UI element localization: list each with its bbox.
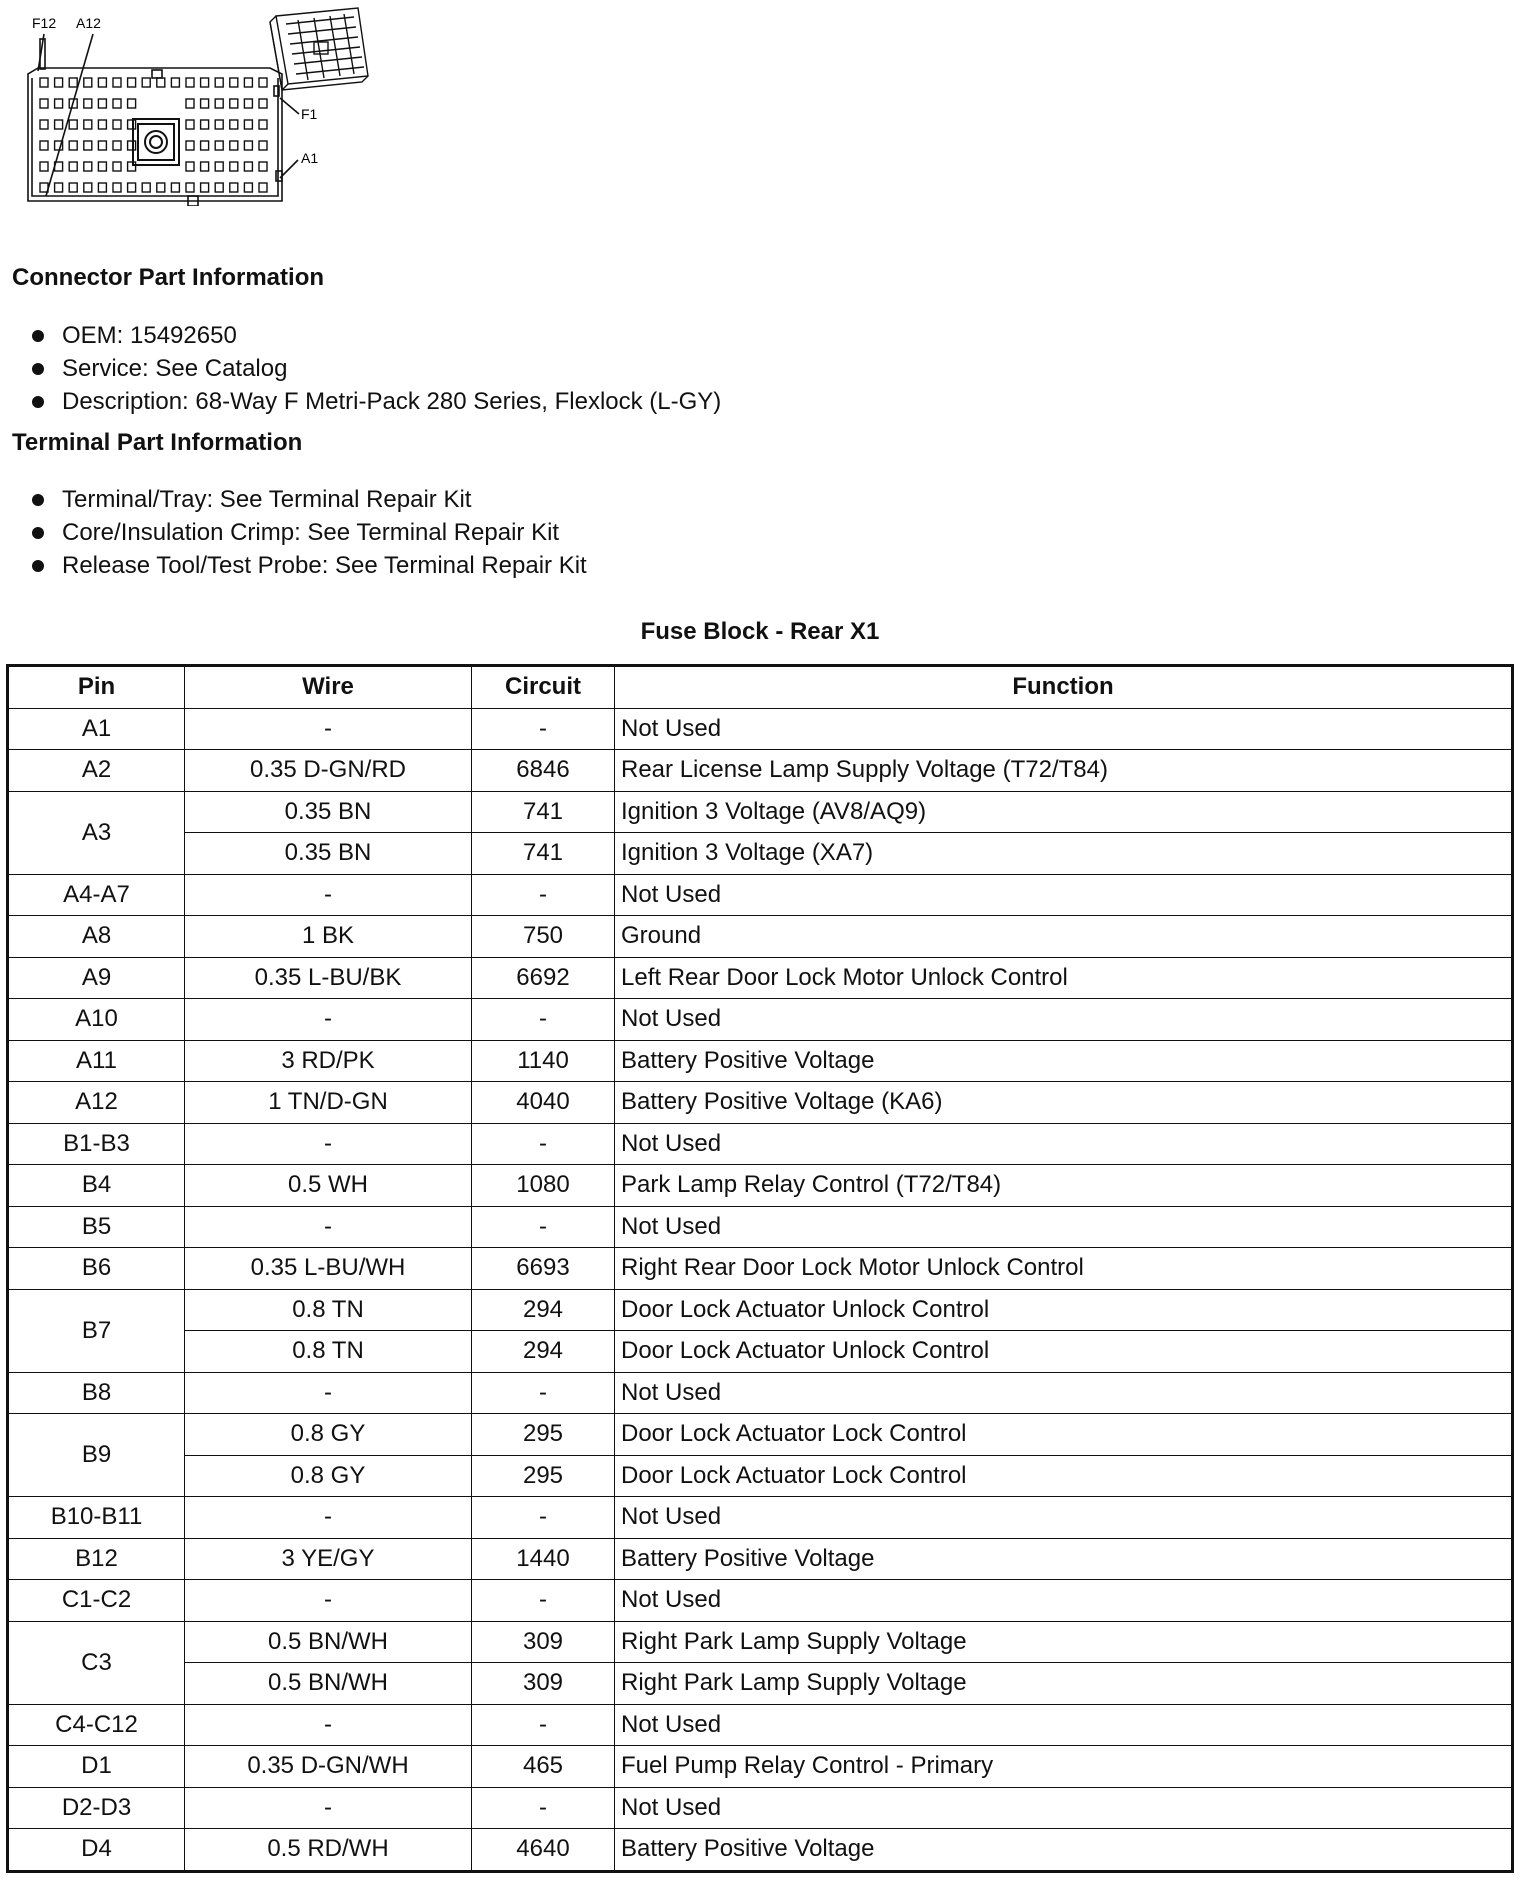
cell-wire: 0.35 D-GN/WH [185, 1746, 472, 1788]
terminal-part-info-heading: Terminal Part Information [12, 429, 303, 456]
cell-wire: - [185, 1497, 472, 1539]
cell-circuit: 741 [472, 791, 615, 833]
pin-cavity [201, 78, 209, 87]
header-circuit: Circuit [472, 666, 615, 709]
cell-function: Left Rear Door Lock Motor Unlock Control [615, 957, 1513, 999]
table-row [8, 708, 1513, 750]
cell-wire: 0.35 L-BU/BK [185, 957, 472, 999]
cell-function: Right Park Lamp Supply Voltage [615, 1621, 1513, 1663]
cell-pin: A9 [8, 957, 185, 999]
list-item: Description: 68-Way F Metri-Pack 280 Series, Flexlock (L-GY) [28, 385, 721, 418]
cell-pin: A8 [8, 916, 185, 958]
cell-wire: 0.35 L-BU/WH [185, 1248, 472, 1290]
bullet-icon [32, 330, 44, 342]
pin-cavity [201, 183, 209, 192]
cell-wire: - [185, 708, 472, 750]
pin-cavity [259, 120, 267, 129]
pin-cavity [230, 141, 238, 150]
pin-cavity [201, 162, 209, 171]
table-row [8, 1746, 1513, 1788]
cell-function: Not Used [615, 1497, 1513, 1539]
cell-circuit: 6846 [472, 750, 615, 792]
bullet-icon [32, 396, 44, 408]
cell-function: Right Park Lamp Supply Voltage [615, 1663, 1513, 1705]
cell-function: Battery Positive Voltage [615, 1040, 1513, 1082]
cell-wire: 0.8 GY [185, 1414, 472, 1456]
pin-cavity [201, 141, 209, 150]
cell-pin: B9 [8, 1414, 185, 1497]
cell-pin: A11 [8, 1040, 185, 1082]
table-row [8, 1829, 1513, 1872]
pin-cavity [40, 141, 48, 150]
cell-circuit: 4040 [472, 1082, 615, 1124]
pin-cavity [230, 99, 238, 108]
cell-function: Fuel Pump Relay Control - Primary [615, 1746, 1513, 1788]
pin-cavity [98, 141, 106, 150]
cell-wire: 3 YE/GY [185, 1538, 472, 1580]
pin-cavity [201, 99, 209, 108]
pin-cavity [259, 183, 267, 192]
table-row [8, 1289, 1513, 1331]
pin-cavity [186, 162, 194, 171]
pin-cavity [244, 183, 252, 192]
table-row [8, 1248, 1513, 1290]
table-row [8, 1414, 1513, 1456]
pinout-table [6, 664, 1514, 1873]
header-pin: Pin [8, 666, 185, 709]
cell-circuit: 6692 [472, 957, 615, 999]
cell-pin: B1-B3 [8, 1123, 185, 1165]
pin-cavity [186, 78, 194, 87]
cell-function: Ground [615, 916, 1513, 958]
table-row [8, 1372, 1513, 1414]
cell-circuit: 750 [472, 916, 615, 958]
cell-pin: D1 [8, 1746, 185, 1788]
cell-circuit: - [472, 708, 615, 750]
cell-circuit: - [472, 1372, 615, 1414]
table-row [8, 874, 1513, 916]
cell-pin: A2 [8, 750, 185, 792]
cell-function: Not Used [615, 1123, 1513, 1165]
cell-circuit: 294 [472, 1331, 615, 1373]
cell-function: Not Used [615, 708, 1513, 750]
cell-wire: - [185, 999, 472, 1041]
header-wire: Wire [185, 666, 472, 709]
cell-circuit: 1080 [472, 1165, 615, 1207]
pin-cavity [259, 162, 267, 171]
cell-wire: 3 RD/PK [185, 1040, 472, 1082]
pin-cavity [98, 99, 106, 108]
cell-function: Ignition 3 Voltage (XA7) [615, 833, 1513, 875]
cell-circuit: 6693 [472, 1248, 615, 1290]
table-row [8, 1663, 1513, 1705]
cell-circuit: - [472, 874, 615, 916]
cell-function: Park Lamp Relay Control (T72/T84) [615, 1165, 1513, 1207]
pin-cavity [84, 78, 92, 87]
pin-cavity [215, 99, 223, 108]
table-row [8, 791, 1513, 833]
cell-wire: - [185, 1580, 472, 1622]
pin-cavity [98, 183, 106, 192]
connector-pin-grid [40, 78, 267, 192]
cell-circuit: 465 [472, 1746, 615, 1788]
pin-cavity [171, 183, 179, 192]
pin-cavity [215, 120, 223, 129]
pin-cavity [55, 99, 63, 108]
table-row [8, 1123, 1513, 1165]
label-f12: F12 [32, 15, 57, 31]
connector-3d-thumbnail [270, 8, 368, 90]
pin-cavity [98, 78, 106, 87]
table-row [8, 1206, 1513, 1248]
table-row [8, 1787, 1513, 1829]
cell-function: Door Lock Actuator Lock Control [615, 1414, 1513, 1456]
pin-cavity [186, 99, 194, 108]
cell-circuit: - [472, 1580, 615, 1622]
cell-circuit: 1140 [472, 1040, 615, 1082]
pin-cavity [186, 183, 194, 192]
label-a12: A12 [76, 15, 101, 31]
cell-circuit: 4640 [472, 1829, 615, 1872]
pin-cavity [230, 78, 238, 87]
pin-cavity [215, 141, 223, 150]
table-row [8, 916, 1513, 958]
cell-function: Door Lock Actuator Unlock Control [615, 1331, 1513, 1373]
cell-pin: B10-B11 [8, 1497, 185, 1539]
table-title: Fuse Block - Rear X1 [640, 618, 880, 645]
connector-part-info-heading: Connector Part Information [12, 264, 325, 291]
table-row [8, 1165, 1513, 1207]
cell-function: Not Used [615, 1704, 1513, 1746]
cell-function: Not Used [615, 1206, 1513, 1248]
cell-circuit: - [472, 999, 615, 1041]
cell-circuit: 741 [472, 833, 615, 875]
pin-cavity [244, 99, 252, 108]
pin-cavity [113, 78, 121, 87]
table-row [8, 1040, 1513, 1082]
pin-cavity [69, 141, 77, 150]
pin-cavity [186, 141, 194, 150]
pin-cavity [244, 162, 252, 171]
pin-cavity [40, 120, 48, 129]
pin-cavity [128, 141, 136, 150]
pin-cavity [113, 120, 121, 129]
cell-circuit: 1440 [472, 1538, 615, 1580]
pin-cavity [55, 78, 63, 87]
cell-circuit: - [472, 1123, 615, 1165]
cell-circuit: - [472, 1704, 615, 1746]
cell-pin: D2-D3 [8, 1787, 185, 1829]
pin-cavity [128, 78, 136, 87]
cell-pin: C3 [8, 1621, 185, 1704]
cell-wire: 0.8 TN [185, 1289, 472, 1331]
cell-function: Battery Positive Voltage [615, 1829, 1513, 1872]
pin-cavity [215, 162, 223, 171]
pin-cavity [40, 162, 48, 171]
cell-pin: B8 [8, 1372, 185, 1414]
cell-wire: 0.35 BN [185, 791, 472, 833]
cell-wire: 0.5 RD/WH [185, 1829, 472, 1872]
cell-circuit: 309 [472, 1621, 615, 1663]
cell-circuit: 294 [472, 1289, 615, 1331]
pin-cavity [171, 78, 179, 87]
pin-cavity [55, 120, 63, 129]
pin-cavity [215, 183, 223, 192]
connector-part-info-list [28, 319, 721, 418]
pin-cavity [128, 99, 136, 108]
pin-cavity [40, 99, 48, 108]
cell-function: Ignition 3 Voltage (AV8/AQ9) [615, 791, 1513, 833]
connector-face-diagram [18, 6, 378, 206]
table-row [8, 1497, 1513, 1539]
table-row [8, 1331, 1513, 1373]
cell-function: Not Used [615, 1580, 1513, 1622]
cell-wire: 0.35 BN [185, 833, 472, 875]
table-row [8, 1621, 1513, 1663]
cell-circuit: 295 [472, 1414, 615, 1456]
pin-cavity [84, 141, 92, 150]
pin-cavity [113, 162, 121, 171]
cell-circuit: 309 [472, 1663, 615, 1705]
table-row [8, 1082, 1513, 1124]
pin-cavity [142, 183, 150, 192]
connector-center-latch [133, 119, 179, 165]
cell-wire: - [185, 1787, 472, 1829]
pin-cavity [230, 162, 238, 171]
pin-cavity [259, 99, 267, 108]
pin-cavity [69, 183, 77, 192]
bullet-icon [32, 363, 44, 375]
table-row [8, 1455, 1513, 1497]
cell-wire: - [185, 1372, 472, 1414]
cell-pin: A1 [8, 708, 185, 750]
pin-cavity [98, 120, 106, 129]
pin-cavity [215, 78, 223, 87]
bullet-icon [32, 527, 44, 539]
cell-function: Battery Positive Voltage [615, 1538, 1513, 1580]
pin-cavity [186, 120, 194, 129]
cell-wire: - [185, 874, 472, 916]
table-row [8, 833, 1513, 875]
pin-cavity [157, 78, 165, 87]
pin-cavity [84, 183, 92, 192]
pin-cavity [244, 78, 252, 87]
label-f1: F1 [301, 106, 318, 122]
cell-wire: 0.8 TN [185, 1331, 472, 1373]
pin-cavity [128, 120, 136, 129]
pin-cavity [84, 162, 92, 171]
list-item: OEM: 15492650 [28, 319, 721, 352]
list-item: Core/Insulation Crimp: See Terminal Repair Kit [28, 516, 587, 549]
cell-wire: 1 BK [185, 916, 472, 958]
bullet-icon [32, 494, 44, 506]
pin-cavity [157, 183, 165, 192]
pin-cavity [69, 120, 77, 129]
pin-cavity [244, 120, 252, 129]
table-row [8, 999, 1513, 1041]
cell-pin: B12 [8, 1538, 185, 1580]
table-row [8, 957, 1513, 999]
pin-cavity [128, 162, 136, 171]
cell-pin: A12 [8, 1082, 185, 1124]
cell-wire: 0.8 GY [185, 1455, 472, 1497]
cell-function: Not Used [615, 1372, 1513, 1414]
table-row [8, 1538, 1513, 1580]
cell-function: Not Used [615, 999, 1513, 1041]
cell-pin: C4-C12 [8, 1704, 185, 1746]
cell-function: Not Used [615, 874, 1513, 916]
cell-pin: B4 [8, 1165, 185, 1207]
cell-function: Door Lock Actuator Lock Control [615, 1455, 1513, 1497]
cell-pin: A4-A7 [8, 874, 185, 916]
pin-cavity [259, 141, 267, 150]
cell-wire: 1 TN/D-GN [185, 1082, 472, 1124]
cell-circuit: - [472, 1787, 615, 1829]
table-row [8, 1580, 1513, 1622]
pinout-table-body [8, 708, 1513, 1871]
cell-circuit: - [472, 1497, 615, 1539]
pin-cavity [244, 141, 252, 150]
cell-function: Right Rear Door Lock Motor Unlock Control [615, 1248, 1513, 1290]
cell-pin: B7 [8, 1289, 185, 1372]
pin-cavity [113, 183, 121, 192]
cell-pin: B6 [8, 1248, 185, 1290]
cell-pin: B5 [8, 1206, 185, 1248]
header-function: Function [615, 666, 1513, 709]
cell-function: Rear License Lamp Supply Voltage (T72/T84) [615, 750, 1513, 792]
pin-cavity [142, 78, 150, 87]
cell-wire: 0.5 WH [185, 1165, 472, 1207]
pin-cavity [55, 183, 63, 192]
pin-cavity [113, 99, 121, 108]
pin-cavity [201, 120, 209, 129]
cell-pin: A3 [8, 791, 185, 874]
pin-cavity [40, 78, 48, 87]
list-item: Service: See Catalog [28, 352, 721, 385]
cell-pin: C1-C2 [8, 1580, 185, 1622]
pin-cavity [230, 183, 238, 192]
pin-cavity [128, 183, 136, 192]
table-row [8, 750, 1513, 792]
cell-wire: - [185, 1704, 472, 1746]
cell-circuit: 295 [472, 1455, 615, 1497]
label-a1: A1 [301, 150, 319, 166]
terminal-part-info-list [28, 483, 587, 582]
list-item: Terminal/Tray: See Terminal Repair Kit [28, 483, 587, 516]
pin-cavity [98, 162, 106, 171]
cell-function: Door Lock Actuator Unlock Control [615, 1289, 1513, 1331]
cell-wire: 0.35 D-GN/RD [185, 750, 472, 792]
pin-cavity [69, 78, 77, 87]
table-row [8, 1704, 1513, 1746]
cell-function: Not Used [615, 1787, 1513, 1829]
pin-cavity [84, 99, 92, 108]
cell-wire: 0.5 BN/WH [185, 1621, 472, 1663]
cell-function: Battery Positive Voltage (KA6) [615, 1082, 1513, 1124]
cell-pin: D4 [8, 1829, 185, 1872]
cell-pin: A10 [8, 999, 185, 1041]
pin-cavity [259, 78, 267, 87]
cell-circuit: - [472, 1206, 615, 1248]
table-header-row [8, 666, 1513, 709]
cell-wire: 0.5 BN/WH [185, 1663, 472, 1705]
bullet-icon [32, 560, 44, 572]
cell-wire: - [185, 1123, 472, 1165]
pin-cavity [69, 162, 77, 171]
pin-cavity [84, 120, 92, 129]
list-item: Release Tool/Test Probe: See Terminal Repair Kit [28, 549, 587, 582]
cell-wire: - [185, 1206, 472, 1248]
pin-cavity [113, 141, 121, 150]
pin-cavity [230, 120, 238, 129]
